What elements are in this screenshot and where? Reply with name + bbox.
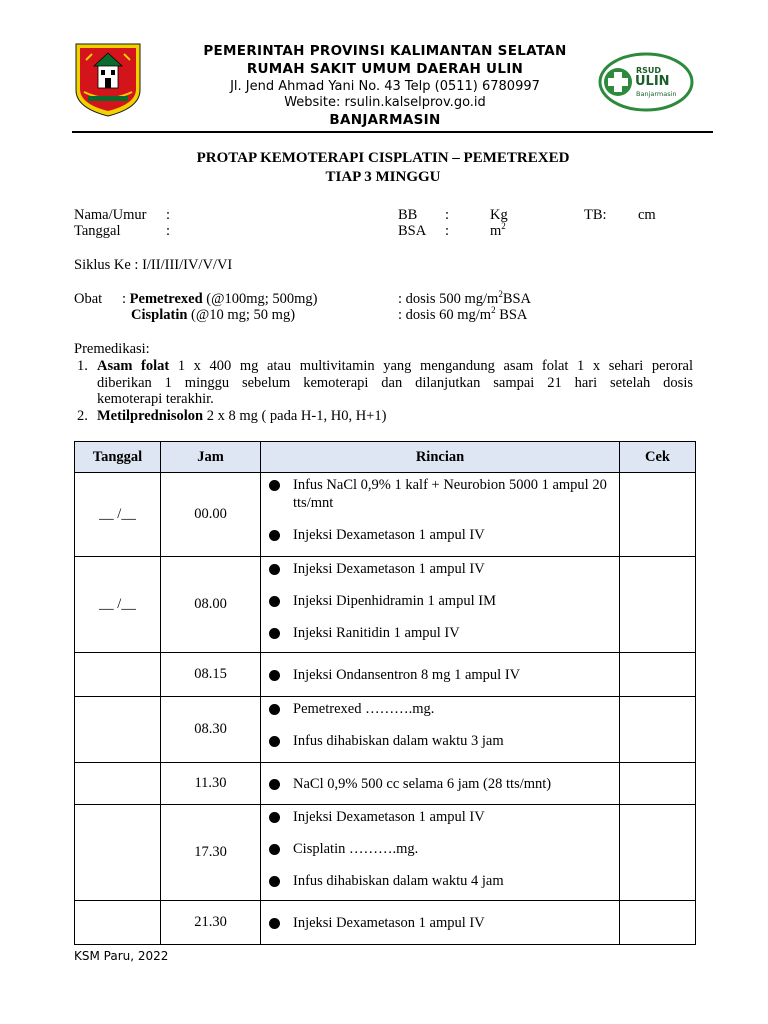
bullet-icon (269, 876, 280, 887)
bullet-icon (269, 736, 280, 747)
row-tanggal[interactable] (75, 763, 161, 805)
header-website: Website: rsulin.kalselprov.go.id (284, 95, 486, 110)
row-cek-cell[interactable] (620, 763, 696, 805)
tanggal-colon: : (166, 223, 171, 239)
nama-label: Nama/Umur (74, 207, 147, 223)
row-jam: 08.30 (161, 697, 261, 763)
bb-label: BB (398, 207, 418, 223)
header-rincian: Rincian (261, 442, 620, 473)
list-item: Injeksi Dexametason 1 ampul IV (269, 560, 613, 578)
row-cek-cell[interactable] (620, 473, 696, 557)
row-tanggal[interactable]: __ /__ (75, 473, 161, 557)
bullet-icon (269, 530, 280, 541)
list-item: Injeksi Dexametason 1 ampul IV (269, 808, 613, 826)
row-rincian (261, 557, 620, 653)
row-cek-cell[interactable] (620, 557, 696, 653)
row-tanggal[interactable] (75, 805, 161, 901)
list-item: NaCl 0,9% 500 cc selama 6 jam (28 tts/mnt) (269, 775, 613, 793)
table-row (75, 805, 696, 901)
header-rule (72, 131, 713, 133)
premed-item2-num: 2. (77, 408, 88, 424)
premed-item1-num: 1. (77, 358, 88, 374)
list-item: Infus dihabiskan dalam waktu 3 jam (269, 732, 613, 750)
bullet-icon (269, 704, 280, 715)
tb-label: TB: (584, 207, 607, 223)
list-item: Injeksi Ranitidin 1 ampul IV (269, 624, 613, 642)
row-cek-cell[interactable] (620, 805, 696, 901)
bullet-icon (269, 564, 280, 575)
protocol-title: PROTAP KEMOTERAPI CISPLATIN – PEMETREXED (196, 150, 570, 166)
table-row (75, 697, 696, 763)
row-rincian (261, 473, 620, 557)
province-crest-logo (74, 42, 142, 118)
list-item: Infus NaCl 0,9% 1 kalf + Neurobion 5000 1 ampul 20 tts/mnt (269, 476, 613, 512)
table-row (75, 901, 696, 945)
siklus-line: Siklus Ke : I/II/III/IV/V/VI (74, 257, 233, 273)
bsa-colon: : (445, 223, 450, 239)
row-jam: 21.30 (161, 901, 261, 945)
list-item: Injeksi Dexametason 1 ampul IV (269, 526, 613, 544)
bsa-label: BSA (398, 223, 427, 239)
bb-colon: : (445, 207, 450, 223)
logo-text-ulin: ULIN (635, 74, 670, 89)
obat-drug1-dose: : dosis 500 $mg/m^2BSA$ (398, 289, 532, 307)
bullet-icon (269, 844, 280, 855)
tb-unit: cm (638, 207, 656, 223)
list-item: Injeksi Dexametason 1 ampul IV (269, 914, 613, 932)
header-cek: Cek (620, 442, 696, 473)
bullet-icon (269, 628, 280, 639)
obat-drug2-dose: : dosis 60 $mg/m^2$ BSA (398, 305, 528, 323)
premed-item1-line2: diberikan 1 minggu sebelum kemoterapi dan dilanjutkan sampai 21 hari setelah dosis (97, 375, 693, 391)
row-rincian (261, 653, 620, 697)
obat-label: Obat (74, 291, 103, 307)
bb-unit: Kg (490, 207, 508, 223)
list-item: Infus dihabiskan dalam waktu 4 jam (269, 872, 613, 890)
bullet-icon (269, 670, 280, 681)
premed-item2: Metilprednisolon 2 x 8 mg ( pada H-1, H0, H+1) (97, 408, 387, 424)
bsa-unit: $m^2$ (490, 221, 506, 239)
table-row (75, 473, 696, 557)
header-tanggal: Tanggal (75, 442, 161, 473)
row-cek-cell[interactable] (620, 697, 696, 763)
logo-text-rsud: RSUD (636, 66, 662, 75)
obat-drug1: : Pemetrexed (@100mg; 500mg) (122, 291, 318, 307)
tanggal-label: Tanggal (74, 223, 121, 239)
row-jam: 11.30 (161, 763, 261, 805)
row-tanggal[interactable]: __ /__ (75, 557, 161, 653)
row-tanggal[interactable] (75, 697, 161, 763)
header-government: PEMERINTAH PROVINSI KALIMANTAN SELATAN (203, 43, 567, 59)
logo-text-city: Banjarmasin (636, 90, 677, 98)
obat-drug2: Cisplatin (@10 mg; 50 mg) (131, 307, 296, 323)
nama-colon: : (166, 207, 171, 223)
row-rincian (261, 697, 620, 763)
row-jam: 08.15 (161, 653, 261, 697)
row-rincian (261, 901, 620, 945)
premedikasi-label: Premedikasi: (74, 341, 150, 357)
footer-text: KSM Paru, 2022 (74, 949, 169, 963)
bullet-icon (269, 480, 280, 491)
header-jam: Jam (161, 442, 261, 473)
bullet-icon (269, 596, 280, 607)
row-cek-cell[interactable] (620, 653, 696, 697)
header-hospital-name: RUMAH SAKIT UMUM DAERAH ULIN (246, 61, 524, 77)
list-item: Injeksi Dipenhidramin 1 ampul IM (269, 592, 613, 610)
protocol-subtitle: TIAP 3 MINGGU (325, 169, 441, 185)
list-item: Pemetrexed ……….mg. (269, 700, 613, 718)
row-rincian (261, 805, 620, 901)
row-jam: 08.00 (161, 557, 261, 653)
premed-item1-line3: kemoterapi terakhir. (97, 391, 214, 407)
list-item: Cisplatin ……….mg. (269, 840, 613, 858)
table-row (75, 763, 696, 805)
row-tanggal[interactable] (75, 653, 161, 697)
row-rincian (261, 763, 620, 805)
schedule-table (74, 441, 696, 945)
premed-item1-line1: Asam folat 1 x 400 mg atau multivitamin yang mengandung asam folat 1 x sehari peroral (97, 358, 693, 374)
bullet-icon (269, 812, 280, 823)
table-row (75, 557, 696, 653)
header-city: BANJARMASIN (329, 112, 441, 128)
row-jam: 00.00 (161, 473, 261, 557)
table-row (75, 653, 696, 697)
table-header-row (75, 442, 696, 473)
row-jam: 17.30 (161, 805, 261, 901)
header-address: Jl. Jend Ahmad Yani No. 43 Telp (0511) 6780997 (230, 79, 540, 94)
bullet-icon (269, 779, 280, 790)
row-cek-cell[interactable] (620, 901, 696, 945)
bullet-icon (269, 918, 280, 929)
list-item: Injeksi Ondansentron 8 mg 1 ampul IV (269, 666, 613, 684)
row-tanggal[interactable] (75, 901, 161, 945)
